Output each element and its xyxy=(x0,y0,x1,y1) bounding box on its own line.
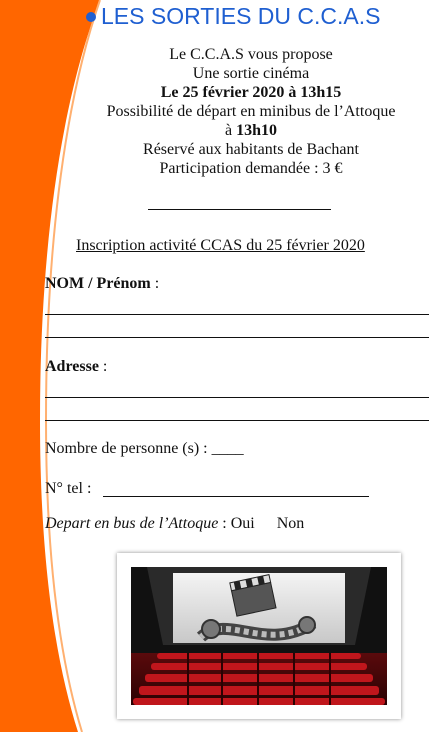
name-label: NOM / Prénom xyxy=(45,275,151,292)
participation-fee: Participation demandée : 3 € xyxy=(159,160,343,177)
intro-line-4: Possibilité de départ en minibus de l’Attoque xyxy=(106,103,396,120)
option-yes[interactable]: Oui xyxy=(230,515,255,532)
persons-field[interactable]: Nombre de personne (s) : ____ xyxy=(45,440,244,457)
name-label-line xyxy=(45,275,159,293)
cinema-photo xyxy=(117,553,401,719)
address-field-line-1[interactable] xyxy=(45,397,429,398)
bus-colon: : xyxy=(218,515,231,532)
page-title: LES SORTIES DU C.C.A.S xyxy=(101,3,381,29)
departure-time-line xyxy=(60,121,442,140)
name-colon: : xyxy=(150,275,160,292)
bus-question xyxy=(45,515,304,533)
address-label: Adresse xyxy=(45,358,99,375)
option-no[interactable]: Non xyxy=(276,515,305,532)
separator-line xyxy=(148,209,331,210)
name-field-line-1[interactable] xyxy=(45,314,429,315)
intro-line-2: Une sortie cinéma xyxy=(192,65,310,82)
intro-line-1: Le C.C.A.S vous propose xyxy=(169,46,333,63)
address-colon: : xyxy=(98,358,108,375)
bus-label: Depart en bus de l’Attoque xyxy=(45,515,219,532)
phone-label: N° tel : xyxy=(45,480,92,497)
title-bullet-icon xyxy=(86,12,96,22)
form-title: Inscription activité CCAS du 25 février 2020 xyxy=(76,237,365,254)
name-field-line-2[interactable] xyxy=(45,337,429,338)
departure-prefix: à xyxy=(224,122,237,139)
event-date: Le 25 février 2020 à 13h15 xyxy=(160,84,342,101)
phone-field-line[interactable] xyxy=(103,496,369,497)
intro-line-6: Réservé aux habitants de Bachant xyxy=(143,141,359,158)
address-field-line-2[interactable] xyxy=(45,420,429,421)
departure-time: 13h10 xyxy=(236,122,277,139)
cinema-screen-icon xyxy=(117,553,401,719)
address-label-line xyxy=(45,358,107,376)
